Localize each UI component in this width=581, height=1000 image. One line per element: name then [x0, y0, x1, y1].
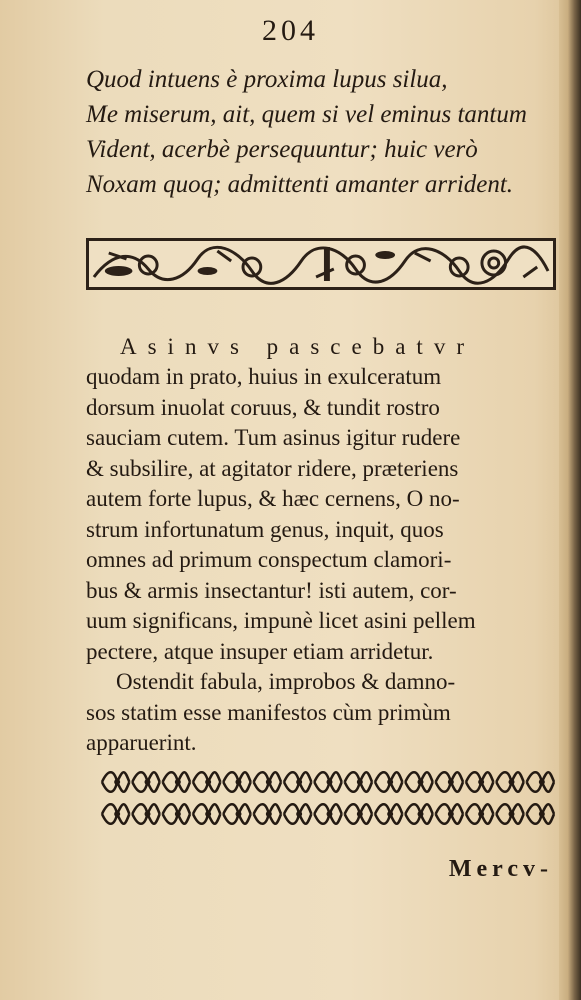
prose-line: pectere, atque insuper etiam arridetur. — [86, 638, 434, 664]
page-number: 204 — [262, 14, 319, 47]
prose-line: sauciam cutem. Tum asinus igitur rudere — [86, 425, 461, 450]
fleuron-icon — [466, 804, 493, 824]
prose-line: strum infortunatum genus, inquit, quos — [86, 516, 444, 542]
fleuron-icon — [375, 772, 402, 792]
fable-heading: Asinvs pascebatvr — [120, 334, 475, 359]
fleuron-icon — [436, 804, 463, 824]
fleuron-icon — [405, 804, 432, 824]
prose-block — [86, 362, 566, 759]
prose-line: bus & armis insectantur! isti autem, cor- — [86, 577, 457, 603]
prose-line: omnes ad primum conspectum clamori- — [86, 547, 452, 572]
verse-line: Noxam quoq; admittenti amanter arrident. — [86, 171, 514, 198]
scroll-ornament-icon — [89, 241, 553, 287]
fleuron-icon — [375, 804, 402, 824]
fleuron-icon — [254, 772, 281, 792]
fleuron-icon — [193, 804, 220, 824]
fleuron-icon — [223, 804, 250, 824]
fleuron-icon — [496, 804, 523, 824]
prose-line: & subsilire, at agitator ridere, præteriens — [86, 455, 459, 481]
prose-line: uum significans, impunè licet asini pellem — [86, 608, 476, 633]
fleuron-icon — [405, 772, 432, 792]
tailpiece-ornament — [100, 766, 555, 830]
fleuron-icon — [345, 804, 372, 824]
fleuron-icon — [284, 772, 311, 792]
fleuron-icon — [345, 772, 372, 792]
fleuron-icon — [163, 804, 190, 824]
fleuron-icon — [163, 772, 190, 792]
fleuron-icon — [527, 772, 554, 792]
fleuron-icon — [314, 772, 341, 792]
prose-line: quodam in prato, huius in exulceratum — [86, 364, 442, 389]
prose-line: dorsum inuolat coruus, & tundit rostro — [86, 394, 440, 420]
prose-line: Ostendit fabula, improbos & damno- — [116, 669, 456, 694]
verse-line: Quod intuens è proxima lupus silua, — [86, 66, 448, 93]
fleuron-icon — [254, 804, 281, 824]
fleuron-icon — [527, 804, 554, 824]
fleuron-icon — [466, 772, 493, 792]
verse-line: Me miserum, ait, quem si vel eminus tantum — [86, 101, 527, 128]
fleuron-icon — [223, 772, 250, 792]
verse-line: Vident, acerbè persequuntur; huic verò — [86, 136, 478, 163]
fleuron-icon — [132, 804, 159, 824]
fleuron-icon — [193, 772, 220, 792]
fleuron-icon — [496, 772, 523, 792]
headpiece-ornament — [86, 238, 556, 290]
fleuron-icon — [132, 772, 159, 792]
fleuron-row-icon — [100, 766, 555, 830]
fleuron-icon — [102, 804, 129, 824]
fleuron-icon — [436, 772, 463, 792]
verse-block — [86, 62, 556, 202]
catchword: Mercv- — [448, 856, 553, 882]
fleuron-icon — [314, 804, 341, 824]
prose-line: autem forte lupus, & hæc cernens, O no- — [86, 486, 460, 511]
fleuron-icon — [284, 804, 311, 824]
prose-line: apparuerint. — [86, 730, 197, 755]
fleuron-icon — [102, 772, 129, 792]
prose-line: sos statim esse manifestos cùm primùm — [86, 699, 451, 725]
